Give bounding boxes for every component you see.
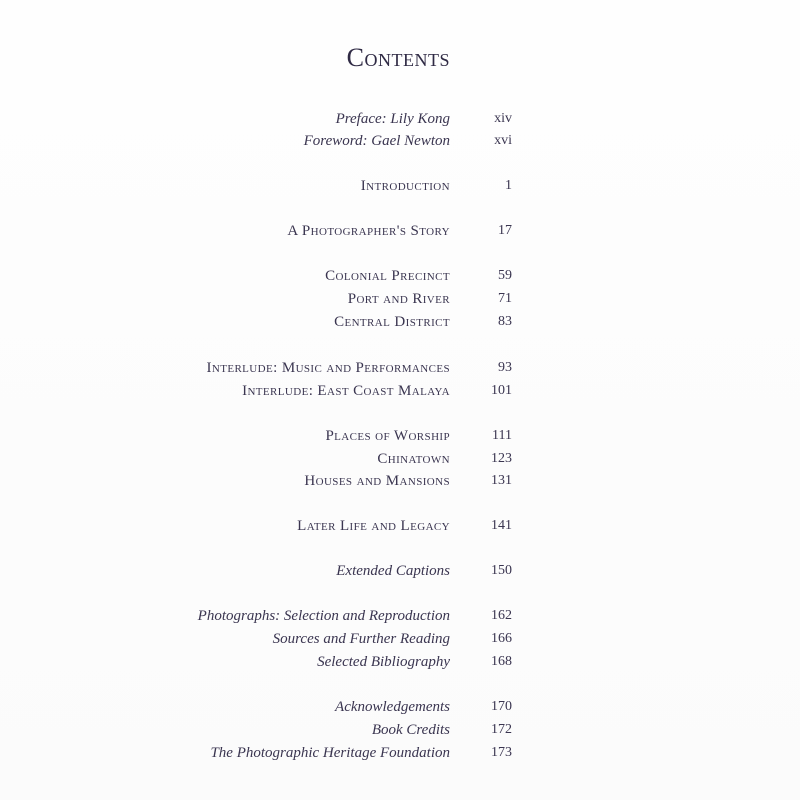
toc-entry-page-number: 141 <box>491 518 512 533</box>
toc-entry-extended-captions[interactable] <box>0 560 800 582</box>
toc-entry-label: Interlude: East Coast Malaya <box>242 383 450 399</box>
toc-entry-label: Preface: Lily Kong <box>335 111 450 127</box>
toc-entry-page-number: 166 <box>491 631 512 646</box>
toc-entry-page-number: 59 <box>498 268 512 283</box>
page-title: Contents <box>346 43 450 72</box>
toc-entry-label: A Photographer's Story <box>287 223 450 239</box>
toc-entry-label: Introduction <box>360 178 450 194</box>
toc-entry-foreword[interactable] <box>0 130 800 152</box>
toc-entry-places-of-worship[interactable] <box>0 425 800 447</box>
toc-entry-page-number: 170 <box>491 699 512 714</box>
toc-entry-label: Central District <box>334 314 450 330</box>
toc-entry-page-number: xvi <box>494 133 512 148</box>
toc-entry-label: Foreword: Gael Newton <box>303 133 450 149</box>
toc-entry-book-credits[interactable] <box>0 719 800 741</box>
toc-entry-page-number: 93 <box>498 360 512 375</box>
toc-entry-heritage-foundation[interactable] <box>0 742 800 764</box>
toc-entry-later-life[interactable] <box>0 515 800 537</box>
toc-entry-label: Houses and Mansions <box>304 473 450 489</box>
toc-entry-preface[interactable] <box>0 108 800 130</box>
toc-entry-page-number: 131 <box>491 473 512 488</box>
toc-entry-page-number: 83 <box>498 314 512 329</box>
toc-entry-page-number: 111 <box>492 428 512 443</box>
toc-entry-label: Selected Bibliography <box>317 654 450 670</box>
toc-entry-page-number: 17 <box>498 223 512 238</box>
toc-entry-label: Acknowledgements <box>335 699 450 715</box>
toc-entry-introduction[interactable] <box>0 175 800 197</box>
toc-entry-page-number: 168 <box>491 654 512 669</box>
toc-entry-central-district[interactable] <box>0 311 800 333</box>
toc-entry-label: Later Life and Legacy <box>297 518 450 534</box>
toc-entry-page-number: 101 <box>491 383 512 398</box>
toc-entry-page-number: 173 <box>491 745 512 760</box>
toc-entry-photographs-selection[interactable] <box>0 605 800 627</box>
toc-entry-page-number: 150 <box>491 563 512 578</box>
toc-entry-page-number: 123 <box>491 451 512 466</box>
toc-entry-label: Book Credits <box>371 722 450 738</box>
toc-entry-page-number: 172 <box>491 722 512 737</box>
toc-entry-houses-and-mansions[interactable] <box>0 470 800 492</box>
toc-entry-interlude-east-coast[interactable] <box>0 380 800 402</box>
toc-entry-label: Sources and Further Reading <box>272 631 450 647</box>
toc-entry-label: Places of Worship <box>325 428 450 444</box>
toc-entry-bibliography[interactable] <box>0 651 800 673</box>
toc-entry-acknowledgements[interactable] <box>0 696 800 718</box>
toc-entry-label: Port and River <box>347 291 450 307</box>
toc-entry-label: Extended Captions <box>336 563 450 579</box>
toc-entry-page-number: 71 <box>498 291 512 306</box>
toc-entry-photographers-story[interactable] <box>0 220 800 242</box>
toc-entry-label: Interlude: Music and Performances <box>206 360 450 376</box>
toc-entry-interlude-music[interactable] <box>0 357 800 379</box>
toc-entry-label: The Photographic Heritage Foundation <box>210 745 450 761</box>
toc-entry-label: Photographs: Selection and Reproduction <box>197 608 450 624</box>
toc-entry-page-number: 162 <box>491 608 512 623</box>
toc-entry-page-number: xiv <box>494 111 512 126</box>
toc-entry-label: Chinatown <box>377 451 450 467</box>
toc-entry-colonial-precinct[interactable] <box>0 265 800 287</box>
toc-entry-chinatown[interactable] <box>0 448 800 470</box>
toc-entry-sources[interactable] <box>0 628 800 650</box>
toc-entry-port-and-river[interactable] <box>0 288 800 310</box>
toc-entry-page-number: 1 <box>505 178 512 193</box>
toc-entry-label: Colonial Precinct <box>325 268 450 284</box>
